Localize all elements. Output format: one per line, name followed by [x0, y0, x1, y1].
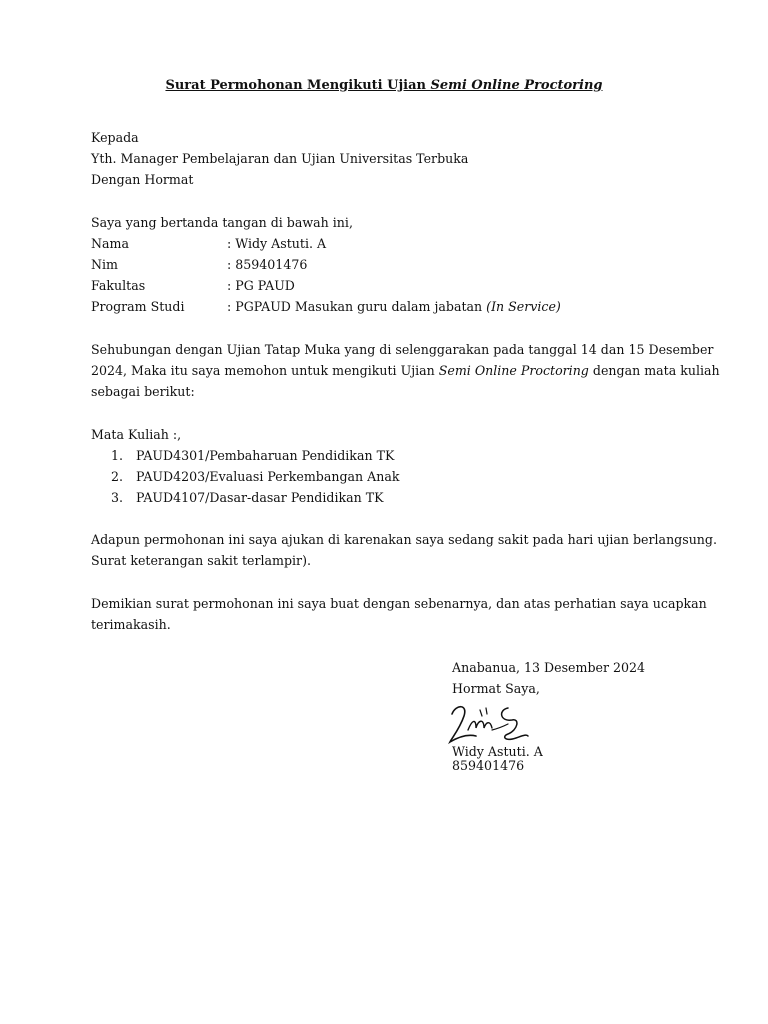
para1-line2-italic: Semi Online Proctoring [438, 363, 589, 378]
title-main: Surat Permohonan Mengikuti Ujian [165, 78, 431, 93]
para1-line1: Sehubungan dengan Ujian Tatap Muka yang di selenggarakan pada tanggal 14 dan 15 Desember [91, 342, 714, 357]
regards-text: Hormat Saya, [452, 681, 540, 696]
course-item: PAUD4203/Evaluasi Perkembangan Anak [136, 469, 400, 484]
handwritten-signature [446, 700, 536, 746]
place-date: Anabanua, 13 Desember 2024 [452, 660, 646, 675]
course-item: PAUD4107/Dasar-dasar Pendidikan TK [136, 490, 384, 505]
faculty-label: Fakultas [91, 278, 146, 293]
para1-line3: sebagai berikut: [91, 384, 195, 399]
recipient-text: Yth. Manager Pembelajaran dan Ujian Universitas Terbuka [91, 151, 469, 166]
program-label: Program Studi [91, 299, 185, 314]
course-item: PAUD4301/Pembaharuan Pendidikan TK [136, 448, 395, 463]
signer-nim: 859401476 [452, 758, 525, 773]
intro-text: Saya yang bertanda tangan di bawah ini, [91, 215, 353, 230]
para3-line2: terimakasih. [91, 617, 171, 632]
program-value-main: : PGPAUD Masukan guru dalam jabatan [227, 299, 487, 314]
para1-line2-post: dengan mata kuliah [588, 363, 720, 378]
para2-line1: Adapun permohonan ini saya ajukan di karenakan saya sedang sakit pada hari ujian berlangsung. [91, 532, 717, 547]
nim-label: Nim [91, 257, 118, 272]
salutation-text: Dengan Hormat [91, 172, 194, 187]
course-number: 1. [111, 448, 124, 463]
program-value [227, 299, 561, 314]
faculty-value: : PG PAUD [227, 278, 295, 293]
para1-line2-pre: 2024, Maka itu saya memohon untuk mengikuti Ujian [91, 363, 439, 378]
para2-line2: Surat keterangan sakit terlampir). [91, 553, 311, 568]
signer-name: Widy Astuti. A [452, 744, 543, 759]
name-value: : Widy Astuti. A [227, 236, 327, 251]
letter-title [0, 78, 768, 93]
para1-line2 [91, 363, 720, 378]
course-number: 2. [111, 469, 124, 484]
courses-heading: Mata Kuliah :, [91, 427, 182, 442]
name-label: Nama [91, 236, 129, 251]
para3-line1: Demikian surat permohonan ini saya buat dengan sebenarnya, dan atas perhatian saya ucapkan [91, 596, 707, 611]
program-value-italic: (In Service) [486, 299, 561, 314]
title-italic: Semi Online Proctoring [430, 78, 603, 93]
kepada-text: Kepada [91, 130, 139, 145]
nim-value: : 859401476 [227, 257, 308, 272]
course-number: 3. [111, 490, 124, 505]
